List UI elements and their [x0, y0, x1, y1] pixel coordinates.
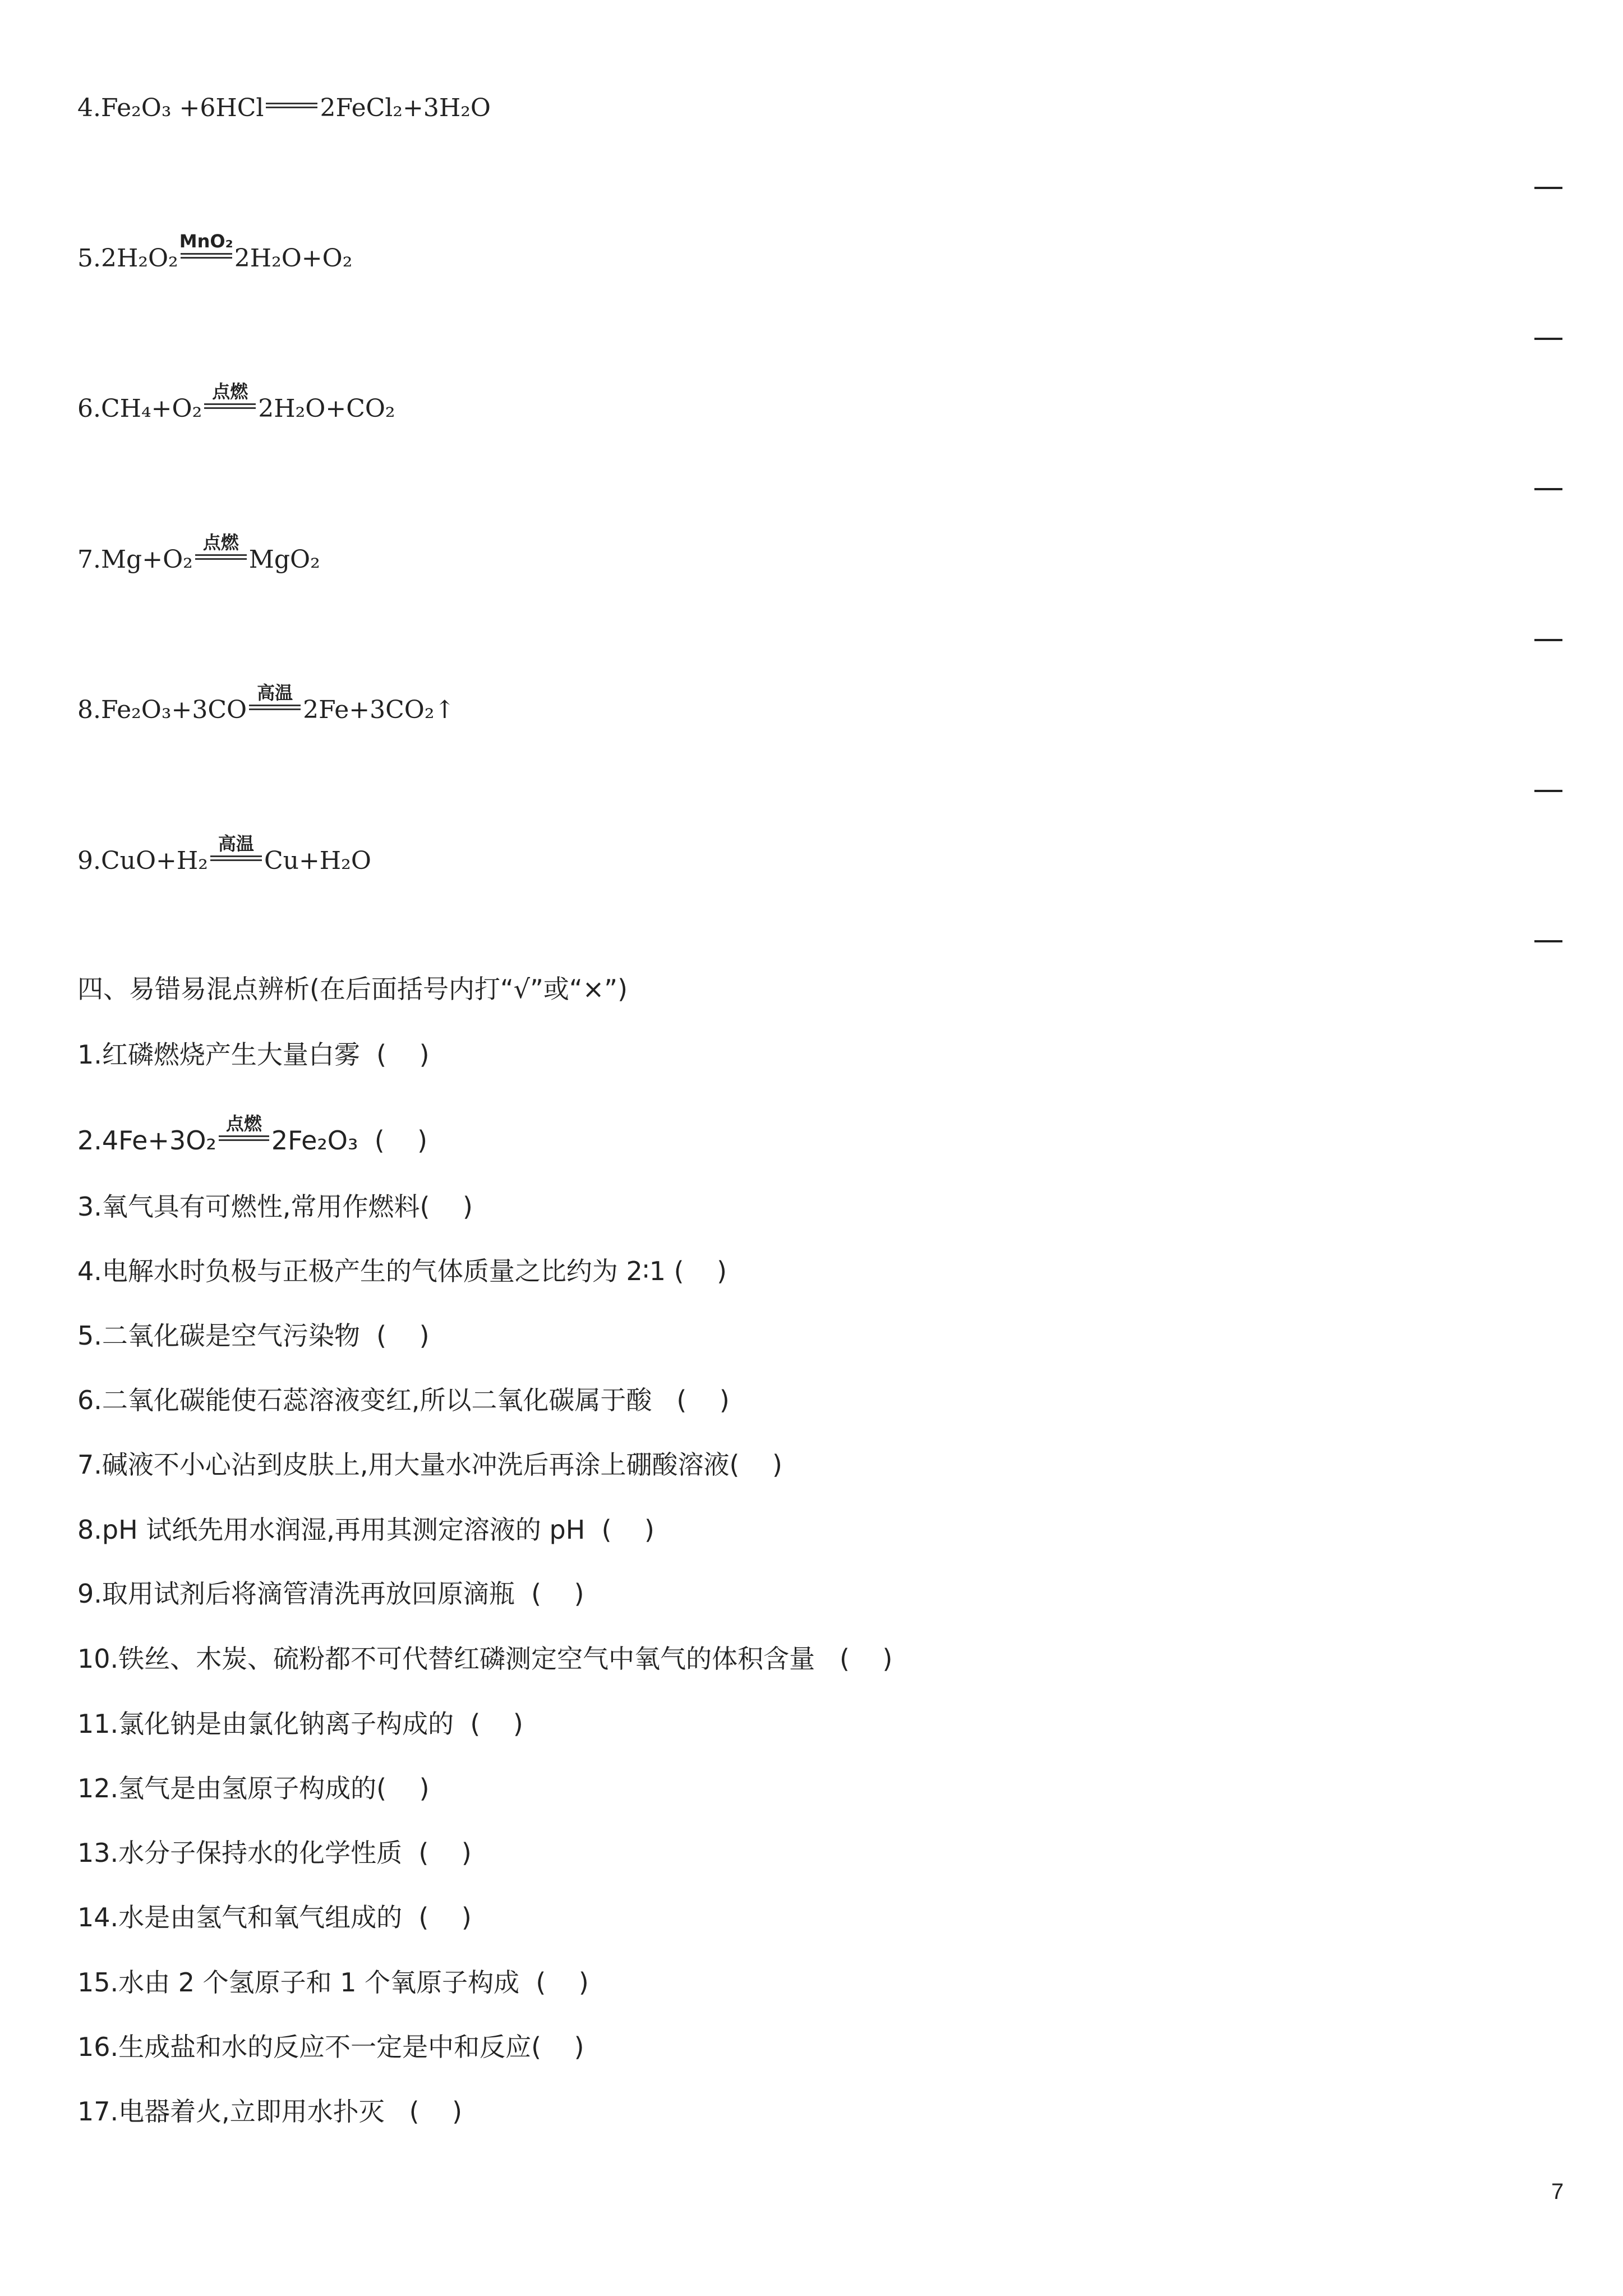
equation-reactants: CH₄+O₂: [100, 394, 202, 423]
answer-blank[interactable]: ( ): [376, 1039, 430, 1070]
judgement-item: 16.生成盐和水的反应不一定是中和反应( ): [77, 2032, 584, 2062]
reaction-condition: 高温: [257, 682, 293, 703]
reaction-equals-sign: [210, 832, 262, 862]
judgement-item: 12.氢气是由氢原子构成的( ): [77, 1773, 430, 1803]
reaction-condition: 点燃: [212, 380, 248, 402]
equation-reactants: Fe₂O₃ +6HCl: [100, 94, 264, 122]
answer-blank[interactable]: ( ): [840, 1644, 893, 1674]
judgement-item: 1.红磷燃烧产生大量白雾 ( ): [77, 1039, 430, 1070]
judgement-item: 3.氧气具有可燃性,常用作燃料( ): [77, 1191, 473, 1222]
answer-blank[interactable]: ( ): [531, 2032, 584, 2062]
equation-products: 2FeCl₂+3H₂O: [320, 94, 491, 122]
equation-number: 5.: [77, 244, 101, 273]
equation-number: 6.: [77, 394, 101, 423]
equation-number: 8.: [77, 696, 101, 724]
answer-blank[interactable]: ( ): [531, 1579, 584, 1609]
equation-4: [77, 94, 491, 122]
answer-line: [1534, 790, 1562, 792]
reaction-equals-sign: [249, 682, 301, 711]
judgement-item: 9.取用试剂后将滴管清洗再放回原滴瓶 ( ): [77, 1579, 584, 1609]
judgement-item: 7.碱液不小心沾到皮肤上,用大量水冲洗后再涂上硼酸溶液( ): [77, 1450, 782, 1480]
reaction-condition: 点燃: [202, 531, 239, 553]
answer-blank[interactable]: ( ): [418, 1838, 472, 1868]
equation-6: [77, 380, 395, 423]
answer-blank[interactable]: ( ): [418, 1902, 472, 1932]
answer-blank[interactable]: ( ): [376, 1773, 430, 1803]
answer-blank[interactable]: ( ): [470, 1709, 523, 1739]
equation-products: MgO₂: [248, 545, 320, 574]
answer-line: [1534, 338, 1562, 340]
answer-blank[interactable]: ( ): [601, 1515, 654, 1545]
judgement-item: 11.氯化钠是由氯化钠离子构成的 ( ): [77, 1709, 523, 1739]
equation-products: 2Fe+3CO₂↑: [303, 696, 455, 724]
judgement-item: 5.二氧化碳是空气污染物 ( ): [77, 1320, 430, 1351]
reaction-equals-sign: [219, 1112, 269, 1142]
judgement-item: 17.电器着火,立即用水扑灭 ( ): [77, 2096, 463, 2127]
judgement-item: 2.4Fe+3O₂ 点燃 2Fe₂O₃ ( ): [77, 1112, 428, 1156]
answer-blank[interactable]: ( ): [409, 2096, 463, 2127]
judgement-item: 10.铁丝、木炭、硫粉都不可代替红磷测定空气中氧气的体积含量 ( ): [77, 1644, 893, 1674]
answer-blank[interactable]: ( ): [536, 1967, 589, 1998]
answer-blank[interactable]: ( ): [729, 1450, 782, 1480]
judgement-item: 4.电解水时负极与正极产生的气体质量之比约为 2∶1 ( ): [77, 1256, 727, 1286]
equation-number: 7.: [77, 545, 101, 574]
equation-reactants: Mg+O₂: [100, 545, 193, 574]
answer-line: [1534, 187, 1562, 189]
judgement-item: 14.水是由氢气和氧气组成的 ( ): [77, 1902, 472, 1932]
equation-number: 9.: [77, 846, 101, 875]
answer-line: [1534, 940, 1562, 942]
reaction-equals-sign: [204, 380, 256, 410]
reaction-condition: 点燃: [225, 1112, 262, 1134]
equation-7: [77, 531, 320, 574]
equation-reactants: CuO+H₂: [100, 846, 208, 875]
equation-reactants: 2H₂O₂: [100, 244, 178, 273]
reaction-equals-sign: [266, 102, 317, 109]
reaction-equals-sign: [179, 230, 233, 260]
answer-line: [1534, 488, 1562, 490]
answer-line: [1534, 639, 1562, 641]
equation-products: 2H₂O+O₂: [234, 244, 353, 273]
equation-number: 4.: [77, 94, 101, 122]
equation-products: 2H₂O+CO₂: [258, 394, 395, 423]
equation-reactants: Fe₂O₃+3CO: [100, 696, 247, 724]
equation-9: [77, 832, 371, 875]
equation-products: Cu+H₂O: [264, 846, 371, 875]
judgement-item: 15.水由 2 个氢原子和 1 个氧原子构成 ( ): [77, 1967, 589, 1998]
judgement-item: 8.pH 试纸先用水润湿,再用其测定溶液的 pH ( ): [77, 1515, 654, 1545]
answer-blank[interactable]: ( ): [376, 1320, 430, 1351]
equation-8: [77, 682, 455, 724]
reaction-condition: 高温: [218, 832, 254, 854]
answer-blank[interactable]: ( ): [676, 1385, 730, 1415]
judgement-item: 6.二氧化碳能使石蕊溶液变红,所以二氧化碳属于酸 ( ): [77, 1385, 730, 1415]
reaction-condition: MnO₂: [179, 230, 233, 252]
answer-blank[interactable]: ( ): [674, 1256, 727, 1286]
answer-blank[interactable]: ( ): [419, 1191, 473, 1222]
judgement-item: 13.水分子保持水的化学性质 ( ): [77, 1838, 472, 1868]
answer-blank[interactable]: ( ): [374, 1125, 428, 1156]
section-heading: 四、易错易混点辨析(在后面括号内打“√”或“×”): [77, 974, 628, 1004]
reaction-equals-sign: [195, 531, 247, 561]
page-number: 7: [1551, 2179, 1564, 2204]
equation-5: [77, 230, 353, 273]
